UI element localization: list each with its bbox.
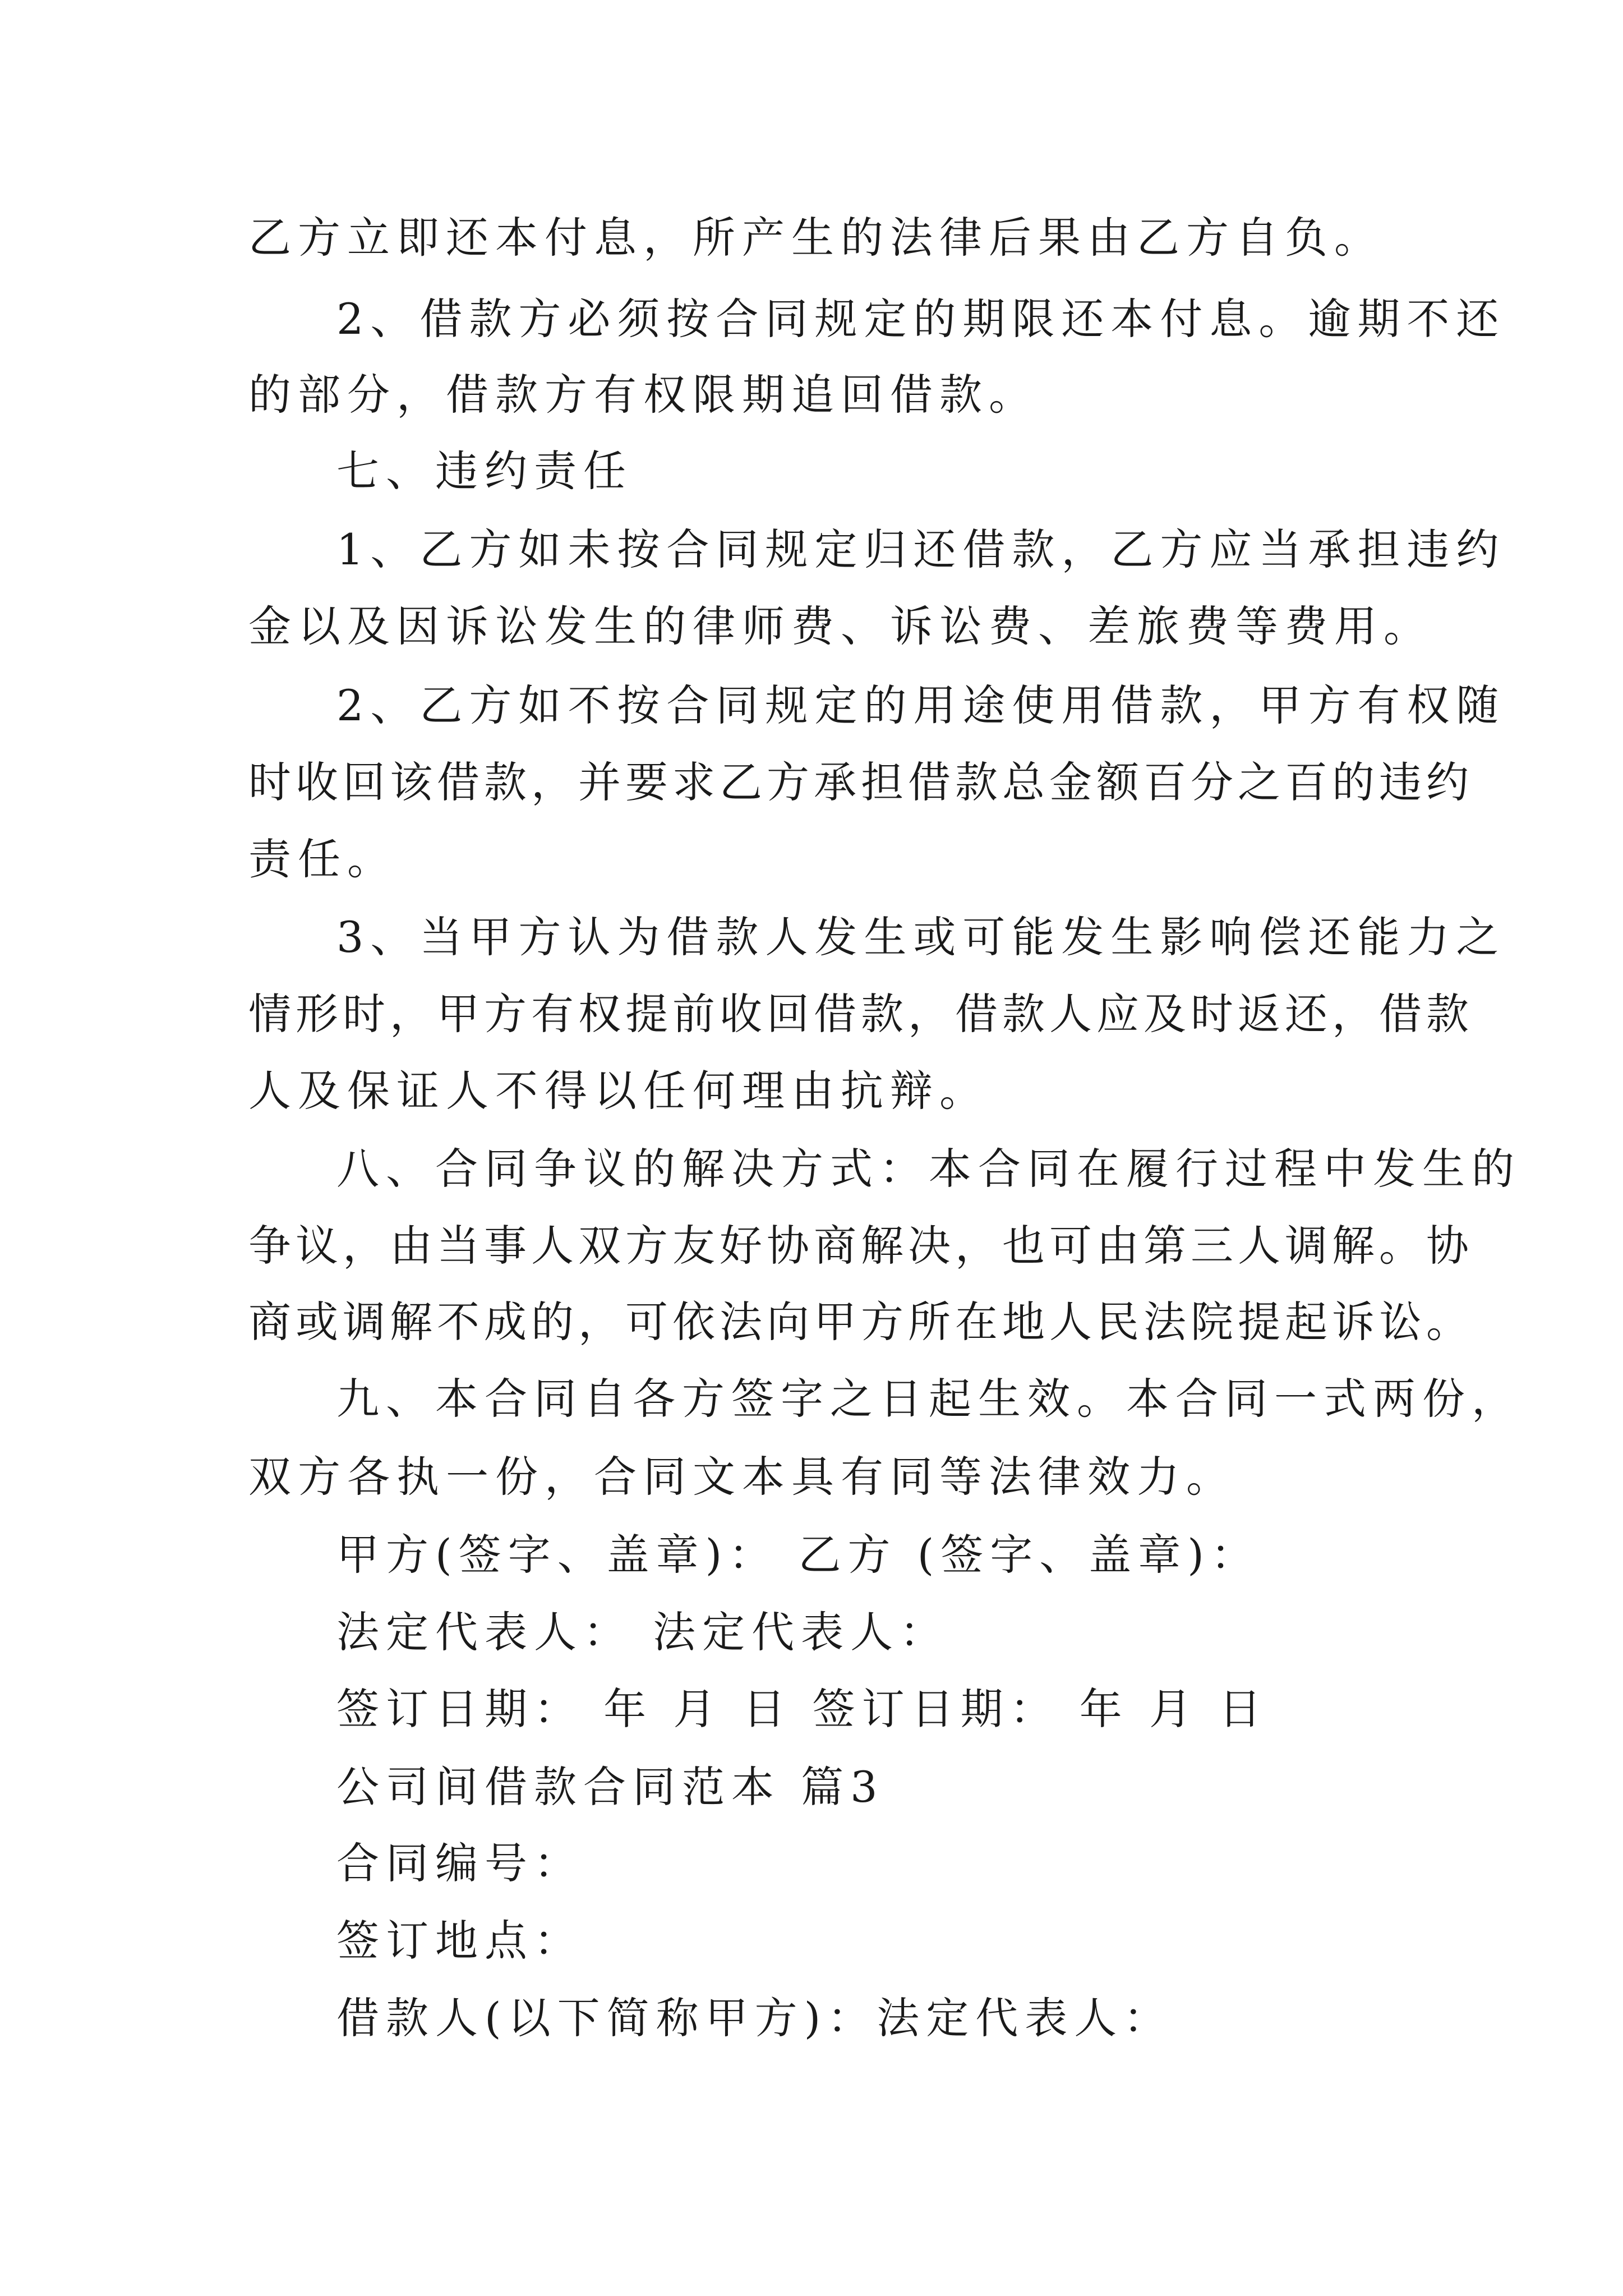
text-line: 八、合同争议的解决方式：本合同在履行过程中发生的	[336, 1144, 1521, 1194]
representative-line: 法定代表人： 法定代表人：	[336, 1607, 949, 1657]
text-line: 的部分，借款方有权限期追回借款。	[248, 370, 1038, 420]
borrower-line: 借款人(以下简称甲方)：法定代表人：	[336, 1993, 1173, 2043]
text-line: 时收回该借款，并要求乙方承担借款总金额百分之百的违约	[248, 757, 1473, 807]
text-line: 1、乙方如未按合同规定归还借款，乙方应当承担违约	[336, 524, 1506, 574]
text-line: 双方各执一份，合同文本具有同等法律效力。	[248, 1452, 1235, 1502]
text-line: 3、当甲方认为借款人发生或可能发生影响偿还能力之	[336, 912, 1506, 962]
text-line: 2、乙方如不按合同规定的用途使用借款，甲方有权随	[336, 680, 1506, 730]
section-heading: 七、违约责任	[336, 446, 633, 496]
text-line: 乙方立即还本付息，所产生的法律后果由乙方自负。	[248, 213, 1384, 263]
text-line: 金以及因诉讼发生的律师费、诉讼费、差旅费等费用。	[248, 601, 1433, 651]
section-title: 公司间借款合同范本 篇3	[336, 1762, 884, 1812]
contract-number-line: 合同编号：	[336, 1838, 583, 1888]
text-line: 人及保证人不得以任何理由抗辩。	[248, 1066, 989, 1116]
signing-place-line: 签订地点：	[336, 1916, 583, 1966]
text-line: 2、借款方必须按合同规定的期限还本付息。逾期不还	[336, 294, 1506, 344]
text-line: 责任。	[248, 834, 396, 884]
date-line: 签订日期： 年 月 日 签订日期： 年 月 日	[336, 1684, 1269, 1734]
text-line: 情形时，甲方有权提前收回借款，借款人应及时返还，借款	[248, 989, 1473, 1039]
text-line: 商或调解不成的，可依法向甲方所在地人民法院提起诉讼。	[248, 1297, 1473, 1347]
signature-line: 甲方(签字、盖章)： 乙方 (签字、盖章)：	[336, 1530, 1260, 1580]
text-line: 九、本合同自各方签字之日起生效。本合同一式两份，	[336, 1374, 1521, 1424]
text-line: 争议，由当事人双方友好协商解决，也可由第三人调解。协	[248, 1221, 1473, 1271]
